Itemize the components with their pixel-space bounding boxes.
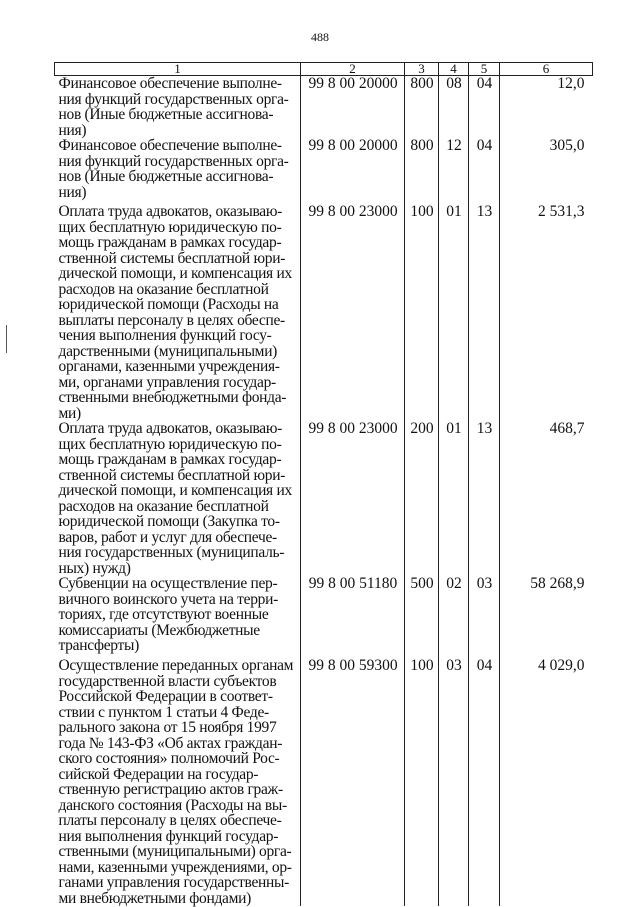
- row-amount: 468,7: [500, 421, 593, 576]
- row-code: 99 8 00 23000: [301, 204, 405, 421]
- row-code: 99 8 00 23000: [301, 421, 405, 576]
- header-col-2: 2: [301, 63, 405, 76]
- budget-table: [54, 62, 593, 906]
- row-amount: 305,0: [500, 138, 593, 204]
- row-col-3: 100: [405, 658, 439, 906]
- row-col-3: 200: [405, 421, 439, 576]
- header-col-5: 5: [469, 63, 500, 76]
- row-col-5: 04: [469, 138, 500, 204]
- header-col-4: 4: [439, 63, 469, 76]
- row-col-3: 800: [405, 138, 439, 204]
- row-col-3: 800: [405, 76, 439, 139]
- header-col-1: 1: [55, 63, 301, 76]
- row-col-5: 04: [469, 658, 500, 906]
- row-col-5: 04: [469, 76, 500, 139]
- row-col-4: 03: [439, 658, 469, 906]
- row-code: 99 8 00 59300: [301, 658, 405, 906]
- row-name: Осуществление переданных органам государственной власти субъектов Российской Федерации в соответ- ствии с пунктом 1 статьи 4 Феде- рального закона от 15 ноября 1997 года № 143-ФЗ «Об актах граждан- ского состояния» полномочий Рос- сийской Федерации на государ- ственную регистрацию актов граж- данского состояния (Расходы на вы- платы персоналу в целях обеспече- ния выполнения функций государ- ственными (муниципальными) орга- нами, казенными учреждениями, ор- ганами управления государственны- ми внебюджетными фондами): [58, 657, 294, 907]
- row-col-5: 03: [469, 576, 500, 658]
- scan-margin-mark: [6, 325, 7, 353]
- row-name: Субвенции на осуществление пер- вичного воинского учета на терри- ториях, где отсутствуют военные комиссариаты (Межбюджетные трансферты): [58, 575, 278, 654]
- row-amount: 4 029,0: [500, 658, 593, 906]
- table-row: [55, 576, 593, 658]
- table-row: [55, 204, 593, 421]
- row-col-4: 01: [439, 204, 469, 421]
- header-col-3: 3: [405, 63, 439, 76]
- row-name: Оплата труда адвокатов, оказываю- щих бесплатную юридическую по- мощь гражданам в рамках государ- ственной системы бесплатной юри- дической помощи, и компенсация их расходов на оказание бесплатной юридической помощи (Закупка то- варов, работ и услуг для обеспече- ния государственных (муниципаль- ных) нужд): [58, 420, 292, 577]
- row-code: 99 8 00 51180: [301, 576, 405, 658]
- row-col-4: 08: [439, 76, 469, 139]
- row-amount: 2 531,3: [500, 204, 593, 421]
- row-col-5: 13: [469, 421, 500, 576]
- table-row: [55, 421, 593, 576]
- row-name: Финансовое обеспечение выполне- ния функций государственных орга- нов (Иные бюджетные ассигнова- ния): [58, 75, 289, 139]
- row-name: Финансовое обеспечение выполне- ния функций государственных орга- нов (Иные бюджетные ассигнова- ния): [58, 137, 289, 201]
- row-col-4: 01: [439, 421, 469, 576]
- row-amount: 58 268,9: [500, 576, 593, 658]
- header-col-6: 6: [500, 63, 593, 76]
- table-header-row: [55, 63, 593, 76]
- table-row: [55, 658, 593, 906]
- table-row: [55, 76, 593, 139]
- row-col-4: 02: [439, 576, 469, 658]
- page-number: 488: [311, 30, 329, 44]
- row-code: 99 8 00 20000: [301, 76, 405, 139]
- row-col-5: 13: [469, 204, 500, 421]
- row-code: 99 8 00 20000: [301, 138, 405, 204]
- row-col-4: 12: [439, 138, 469, 204]
- row-name: Оплата труда адвокатов, оказываю- щих бесплатную юридическую по- мощь гражданам в рамках государ- ственной системы бесплатной юри- дической помощи, и компенсация их расходов на оказание бесплатной юридической помощи (Расходы на выплаты персоналу в целях обеспе- чения выполнения функций госу- дарственными (муниципальными) органами, казенными учреждения- ми, органами управления государ- ственными внебюджетными фонда- ми): [58, 203, 292, 422]
- row-col-3: 100: [405, 204, 439, 421]
- row-col-3: 500: [405, 576, 439, 658]
- row-amount: 12,0: [500, 76, 593, 139]
- table-body: [55, 76, 593, 907]
- table-row: [55, 138, 593, 204]
